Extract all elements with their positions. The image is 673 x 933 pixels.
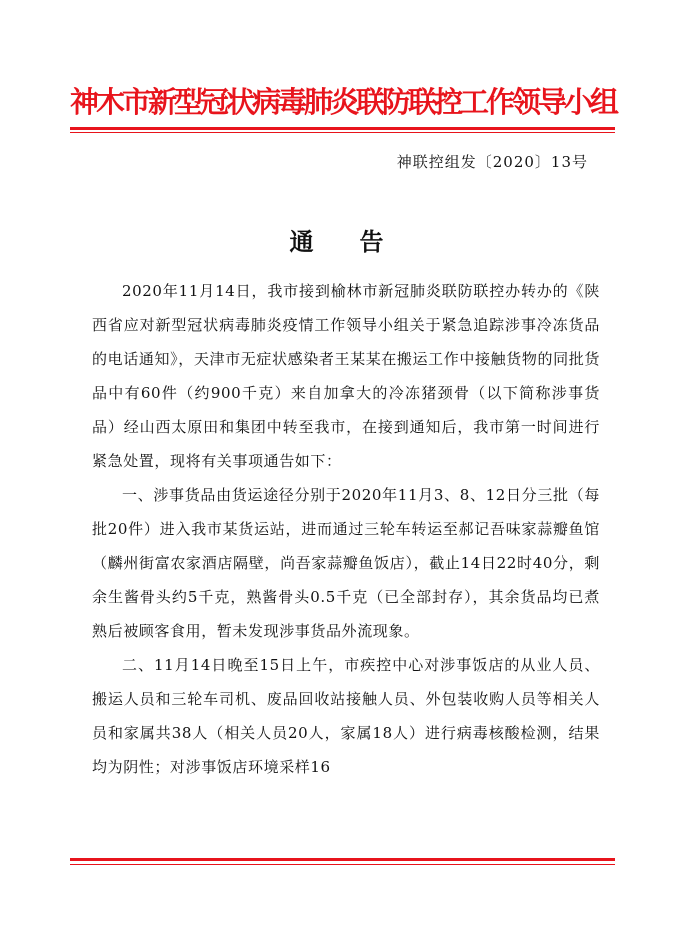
issuing-organization-title: 神木市新型冠状病毒肺炎联防联控工作领导小组	[70, 85, 617, 119]
notice-title: 通告	[289, 227, 430, 256]
header-red-rule-thin	[70, 132, 615, 133]
paragraph-item-1: 一、涉事货品由货运途径分别于2020年11月3、8、12日分三批（每批20件）进入我市某货运站，进而通过三轮车转运至郝记吾味家蒜瓣鱼馆（麟州街富农家酒店隔壁，尚吾家蒜瓣鱼饭店），截止14日22时40分，剩余生酱骨头约5千克，熟酱骨头0.5千克（已全部封存），其余货品均已煮熟后被顾客食用，暂未发现涉事货品外流现象。	[92, 486, 600, 640]
footer-red-rule-thick	[70, 858, 615, 861]
notice-body	[92, 274, 600, 784]
paragraph-intro: 2020年11月14日，我市接到榆林市新冠肺炎联防联控办转办的《陕西省应对新型冠状病毒肺炎疫情工作领导小组关于紧急追踪涉事冷冻货品的电话通知》，天津市无症状感染者王某某在搬运工作中接触货物的同批货品中有60件（约900千克）来自加拿大的冷冻猪颈骨（以下简称涉事货品）经山西太原田和集团中转至我市，在接到通知后，我市第一时间进行紧急处置，现将有关事项通告如下：	[92, 282, 600, 470]
document-number: 神联控组发〔2020〕13号	[396, 153, 588, 171]
footer-red-rule-thin	[70, 864, 615, 865]
header-red-rule-thick	[70, 127, 615, 130]
paragraph-item-2: 二、11月14日晚至15日上午，市疾控中心对涉事饭店的从业人员、搬运人员和三轮车司机、废品回收站接触人员、外包装收购人员等相关人员和家属共38人（相关人员20人，家属18人）进行病毒核酸检测，结果均为阴性；对涉事饭店环境采样16	[92, 656, 600, 776]
